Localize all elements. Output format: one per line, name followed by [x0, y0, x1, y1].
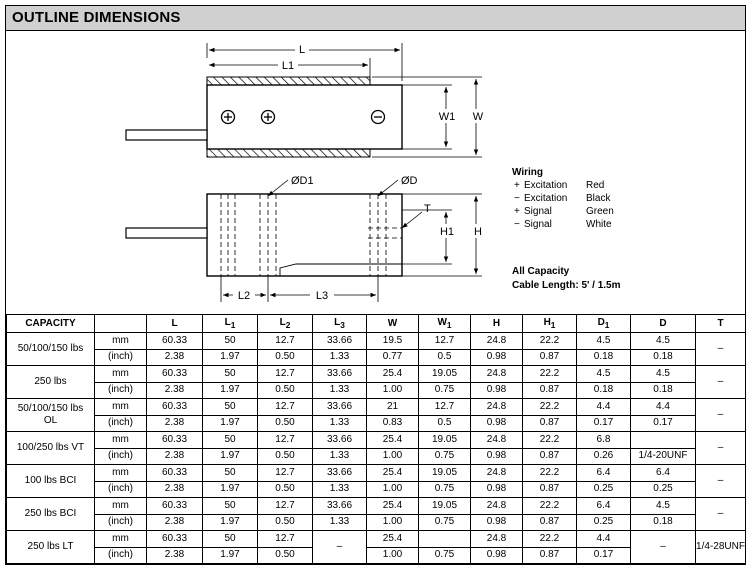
table-header-row — [7, 315, 746, 333]
value-cell: 1.97 — [203, 448, 258, 465]
L1-label: L1 — [281, 60, 295, 72]
minus-hole-icon — [372, 111, 385, 124]
value-cell: 19.05 — [419, 366, 471, 383]
value-cell: 0.50 — [258, 415, 313, 432]
H1-label: H1 — [439, 226, 455, 238]
value-cell: 0.75 — [419, 514, 471, 531]
table-row-mm — [7, 399, 746, 416]
value-cell: 25.4 — [367, 531, 419, 548]
value-cell: 2.38 — [147, 481, 203, 498]
wiring-sign: − — [514, 193, 520, 204]
L3-label: L3 — [315, 290, 329, 302]
header-D1: $D_1$ — [577, 315, 631, 333]
value-cell: 22.2 — [523, 399, 577, 416]
table-row-mm — [7, 366, 746, 383]
value-cell: 50 — [203, 366, 258, 383]
value-cell: 0.26 — [577, 448, 631, 465]
value-cell: 60.33 — [147, 333, 203, 350]
value-cell: 24.8 — [471, 432, 523, 449]
value-cell: 33.66 — [313, 333, 367, 350]
value-cell: 0.83 — [367, 415, 419, 432]
value-cell: 0.17 — [577, 547, 631, 564]
capacity-note: All Capacity — [512, 266, 570, 277]
value-cell: 4.5 — [577, 333, 631, 350]
value-cell: 0.87 — [523, 514, 577, 531]
value-cell — [419, 531, 471, 548]
unit-cell: (inch) — [95, 349, 147, 366]
value-cell: 50 — [203, 498, 258, 515]
side-view — [126, 175, 484, 302]
section-title: OUTLINE DIMENSIONS — [12, 9, 181, 26]
value-cell: 50 — [203, 432, 258, 449]
unit-cell: mm — [95, 366, 147, 383]
value-cell: 12.7 — [258, 333, 313, 350]
wiring-signal-name: Excitation — [524, 193, 568, 204]
value-cell: 4.4 — [577, 531, 631, 548]
t-cell: – — [696, 498, 746, 531]
capacity-suffix: OL — [43, 415, 58, 426]
top-view — [126, 42, 484, 157]
value-cell: 12.7 — [258, 531, 313, 548]
capacity-label: 250 lbs BCI — [24, 508, 77, 519]
value-cell: 1.33 — [313, 415, 367, 432]
value-cell: 0.87 — [523, 547, 577, 564]
value-cell: 19.05 — [419, 432, 471, 449]
value-cell: – — [631, 531, 696, 564]
T-label: T — [424, 203, 431, 215]
value-cell: 12.7 — [258, 498, 313, 515]
value-cell: 0.18 — [577, 349, 631, 366]
header-unit — [95, 315, 147, 333]
capacity-cell — [7, 432, 95, 465]
value-cell: 24.8 — [471, 333, 523, 350]
outline-dimensions-panel — [5, 5, 746, 565]
wiring-signal-name: Excitation — [524, 180, 568, 191]
value-cell: 4.5 — [577, 366, 631, 383]
unit-cell: (inch) — [95, 547, 147, 564]
table-row-mm — [7, 465, 746, 482]
value-cell: 6.4 — [631, 465, 696, 482]
header-T: T — [696, 315, 746, 333]
unit-cell: mm — [95, 531, 147, 548]
outline-drawing — [6, 6, 745, 314]
cable-length-note: Cable Length: 5' / 1.5m — [512, 280, 621, 291]
wiring-sign: + — [514, 180, 520, 191]
value-cell: 1.97 — [203, 481, 258, 498]
value-cell: 0.5 — [419, 415, 471, 432]
header-W1: $W_1$ — [419, 315, 471, 333]
value-cell: 0.18 — [631, 382, 696, 399]
value-cell: 60.33 — [147, 366, 203, 383]
unit-cell: mm — [95, 498, 147, 515]
value-cell: 24.8 — [471, 399, 523, 416]
value-cell: 0.77 — [367, 349, 419, 366]
capacity-label: 100/250 lbs VT — [16, 442, 85, 453]
value-cell: 33.66 — [313, 399, 367, 416]
OD1-label: ØD1 — [291, 175, 314, 187]
value-cell: 1.33 — [313, 514, 367, 531]
t-cell: – — [696, 432, 746, 465]
cable — [126, 130, 207, 140]
value-cell: 22.2 — [523, 498, 577, 515]
value-cell: 1.97 — [203, 547, 258, 564]
unit-cell: mm — [95, 432, 147, 449]
unit-cell: mm — [95, 333, 147, 350]
value-cell: 19.05 — [419, 498, 471, 515]
W1-label: W1 — [438, 111, 456, 123]
value-cell: 0.25 — [631, 481, 696, 498]
table-row-inch — [7, 349, 746, 366]
H-label: H — [474, 226, 482, 238]
wiring-signal-name: Signal — [524, 219, 552, 230]
value-cell: 25.4 — [367, 366, 419, 383]
value-cell: 22.2 — [523, 531, 577, 548]
wiring-wire-color: Green — [586, 206, 614, 217]
value-cell: 24.8 — [471, 465, 523, 482]
value-cell: 1.00 — [367, 547, 419, 564]
value-cell: 22.2 — [523, 333, 577, 350]
value-cell: 4.4 — [577, 399, 631, 416]
capacity-cell — [7, 366, 95, 399]
value-cell: 0.50 — [258, 448, 313, 465]
value-cell: – — [313, 531, 367, 564]
value-cell: 25.4 — [367, 432, 419, 449]
value-cell: 0.75 — [419, 382, 471, 399]
capacity-label: 50/100/150 lbs — [17, 403, 84, 414]
value-cell: 2.38 — [147, 547, 203, 564]
value-cell: 0.25 — [577, 481, 631, 498]
value-cell: 0.98 — [471, 481, 523, 498]
value-cell: 24.8 — [471, 498, 523, 515]
value-cell: 4.5 — [631, 498, 696, 515]
plus-hole-icon — [222, 111, 235, 124]
t-cell: – — [696, 465, 746, 498]
value-cell: 1.97 — [203, 382, 258, 399]
value-cell: 0.50 — [258, 481, 313, 498]
value-cell: 0.18 — [631, 349, 696, 366]
value-cell — [631, 432, 696, 449]
capacity-cell — [7, 399, 95, 432]
value-cell: 0.25 — [577, 514, 631, 531]
value-cell: 2.38 — [147, 448, 203, 465]
L-label: L — [298, 44, 306, 56]
value-cell: 1.00 — [367, 382, 419, 399]
value-cell: 50 — [203, 399, 258, 416]
table-row-inch — [7, 382, 746, 399]
value-cell: 0.98 — [471, 514, 523, 531]
value-cell: 12.7 — [419, 399, 471, 416]
value-cell: 0.75 — [419, 547, 471, 564]
W-label: W — [472, 111, 484, 123]
value-cell: 0.18 — [577, 382, 631, 399]
value-cell: 25.4 — [367, 498, 419, 515]
value-cell: 50 — [203, 465, 258, 482]
header-D: D — [631, 315, 696, 333]
plus-hole-icon — [262, 111, 275, 124]
value-cell: 25.4 — [367, 465, 419, 482]
value-cell: 0.50 — [258, 382, 313, 399]
t-cell: – — [696, 366, 746, 399]
value-cell: 0.87 — [523, 481, 577, 498]
header-W: W — [367, 315, 419, 333]
value-cell: 22.2 — [523, 432, 577, 449]
value-cell: 4.4 — [631, 399, 696, 416]
wiring-wire-color: Black — [586, 193, 611, 204]
table-row-inch — [7, 415, 746, 432]
value-cell: 0.18 — [631, 514, 696, 531]
value-cell: 22.2 — [523, 465, 577, 482]
value-cell: 6.4 — [577, 498, 631, 515]
header-L2: $L_2$ — [258, 315, 313, 333]
value-cell: 1.00 — [367, 448, 419, 465]
wiring-signal-name: Signal — [524, 206, 552, 217]
value-cell: 0.50 — [258, 547, 313, 564]
header-L3: $L_3$ — [313, 315, 367, 333]
capacity-cell: 250 lbs LT — [7, 531, 95, 564]
value-cell: 1.00 — [367, 514, 419, 531]
capacity-cell — [7, 333, 95, 366]
value-cell: 50 — [203, 333, 258, 350]
value-cell: 0.17 — [631, 415, 696, 432]
value-cell: 1.33 — [313, 349, 367, 366]
capacity-label: 100 lbs BCI — [24, 475, 77, 486]
capacity-label: 50/100/150 lbs — [17, 343, 84, 354]
table-row-mm — [7, 498, 746, 515]
value-cell: 0.98 — [471, 382, 523, 399]
capacity-cell — [7, 498, 95, 531]
value-cell: 1.97 — [203, 349, 258, 366]
value-cell: 0.98 — [471, 349, 523, 366]
table-row-mm — [7, 531, 746, 548]
value-cell: 12.7 — [258, 399, 313, 416]
t-cell: – — [696, 333, 746, 366]
value-cell: 0.50 — [258, 349, 313, 366]
value-cell: 0.5 — [419, 349, 471, 366]
value-cell: 0.75 — [419, 481, 471, 498]
wiring-sign: − — [514, 219, 520, 230]
unit-cell: (inch) — [95, 448, 147, 465]
capacity-label: 250 lbs — [34, 376, 67, 387]
dimensions-table — [6, 314, 746, 564]
value-cell: 4.5 — [631, 366, 696, 383]
value-cell: 60.33 — [147, 498, 203, 515]
value-cell: 19.5 — [367, 333, 419, 350]
value-cell: 22.2 — [523, 366, 577, 383]
value-cell: 2.38 — [147, 349, 203, 366]
unit-cell: (inch) — [95, 415, 147, 432]
value-cell: 0.17 — [577, 415, 631, 432]
unit-cell: (inch) — [95, 514, 147, 531]
unit-cell: (inch) — [95, 481, 147, 498]
value-cell: 6.8 — [577, 432, 631, 449]
value-cell: 12.7 — [258, 465, 313, 482]
value-cell: 0.87 — [523, 448, 577, 465]
table-row-inch — [7, 514, 746, 531]
cable — [126, 228, 207, 238]
value-cell: 1.97 — [203, 415, 258, 432]
header-L: L — [147, 315, 203, 333]
value-cell: 1.33 — [313, 382, 367, 399]
value-cell: 2.38 — [147, 415, 203, 432]
wiring-wire-color: White — [586, 219, 612, 230]
value-cell: 21 — [367, 399, 419, 416]
wiring-wire-color: Red — [586, 180, 605, 191]
value-cell: 0.98 — [471, 547, 523, 564]
value-cell: 60.33 — [147, 432, 203, 449]
wiring-title: Wiring — [512, 167, 544, 178]
header-H1: $H_1$ — [523, 315, 577, 333]
value-cell: 0.50 — [258, 514, 313, 531]
t-cell: 1/4-28UNF — [696, 531, 746, 564]
value-cell: 33.66 — [313, 465, 367, 482]
value-cell: 1/4-20UNF — [631, 448, 696, 465]
value-cell: 60.33 — [147, 531, 203, 548]
value-cell: 0.75 — [419, 448, 471, 465]
value-cell: 60.33 — [147, 399, 203, 416]
value-cell: 33.66 — [313, 366, 367, 383]
value-cell: 50 — [203, 531, 258, 548]
L2-label: L2 — [237, 290, 251, 302]
value-cell: 60.33 — [147, 465, 203, 482]
value-cell: 4.5 — [631, 333, 696, 350]
value-cell: 1.97 — [203, 514, 258, 531]
header-H: H — [471, 315, 523, 333]
header-L1: $L_1$ — [203, 315, 258, 333]
value-cell: 33.66 — [313, 498, 367, 515]
value-cell: 1.33 — [313, 481, 367, 498]
value-cell: 33.66 — [313, 432, 367, 449]
table-row-inch — [7, 448, 746, 465]
value-cell: 24.8 — [471, 531, 523, 548]
value-cell: 2.38 — [147, 514, 203, 531]
value-cell: 12.7 — [258, 366, 313, 383]
unit-cell: (inch) — [95, 382, 147, 399]
value-cell: 0.98 — [471, 415, 523, 432]
value-cell: 2.38 — [147, 382, 203, 399]
value-cell: 1.00 — [367, 481, 419, 498]
value-cell: 19.05 — [419, 465, 471, 482]
wiring-sign: + — [514, 206, 520, 217]
value-cell: 6.4 — [577, 465, 631, 482]
table-row-mm — [7, 333, 746, 350]
value-cell: 1.33 — [313, 448, 367, 465]
unit-cell: mm — [95, 465, 147, 482]
value-cell: 0.87 — [523, 415, 577, 432]
value-cell: 0.98 — [471, 448, 523, 465]
unit-cell: mm — [95, 399, 147, 416]
table-row-inch — [7, 481, 746, 498]
value-cell: 24.8 — [471, 366, 523, 383]
OD-label: ØD — [401, 175, 418, 187]
capacity-cell — [7, 465, 95, 498]
wiring-legend — [512, 167, 621, 291]
value-cell: 12.7 — [258, 432, 313, 449]
value-cell: 0.87 — [523, 382, 577, 399]
t-cell: – — [696, 399, 746, 432]
value-cell: 12.7 — [419, 333, 471, 350]
header-capacity: CAPACITY — [7, 315, 95, 333]
table-row-mm — [7, 432, 746, 449]
value-cell: 0.87 — [523, 349, 577, 366]
